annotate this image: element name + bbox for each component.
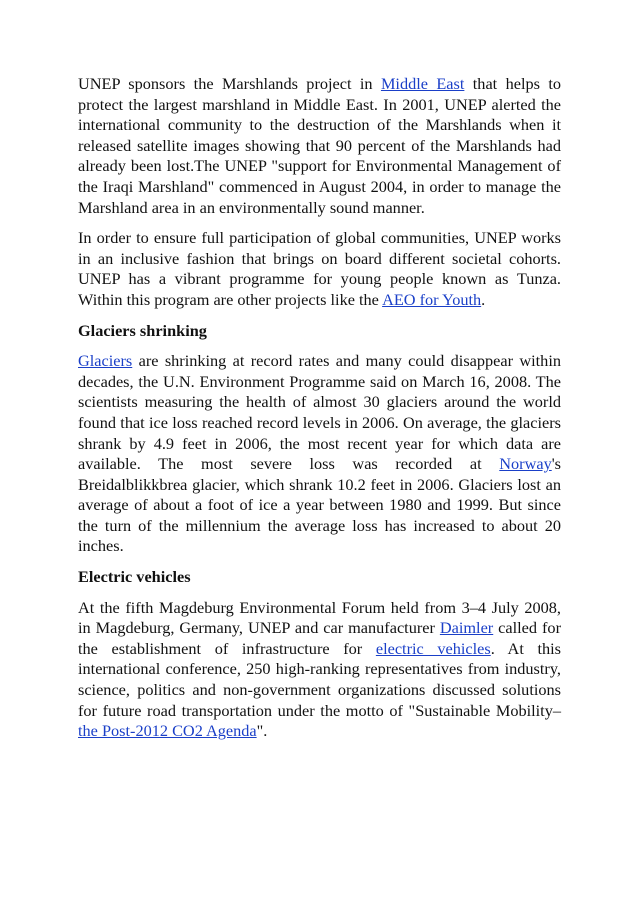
link-glaciers[interactable]: Glaciers <box>78 351 133 371</box>
text: that helps to protect the largest marshland in Middle East. In 2001, UNEP alerted the international community to the destruction of the Marshlands when it released satellite images showing that 90 percent of the Marshlands had already been lost.The UNEP "support for Environmental Management of the Iraqi Marshland" commenced in August 2004, in order to manage the Marshland area in an environmentally sound manner. <box>78 74 561 217</box>
paragraph-participation <box>78 228 561 310</box>
text: are shrinking at record rates and many could disappear within decades, the U.N. Environment Programme said on March 16, 2008. The scientists measuring the health of almost 30 glaciers around the world found that ice loss reached record levels in 2006. On average, the glaciers shrank by 4.9 feet in 2006, the most recent year for which data are available. The most severe loss was recorded at <box>78 351 561 474</box>
paragraph-electric <box>78 598 561 742</box>
text: ". <box>256 721 268 741</box>
heading-glaciers-shrinking: Glaciers shrinking <box>78 320 207 340</box>
link-daimler[interactable]: Daimler <box>439 618 494 638</box>
link-aeo-for-youth[interactable]: AEO for Youth <box>382 289 482 309</box>
text: In order to ensure full participation of global communities, UNEP works in an inclusive fashion that brings on board different societal cohorts. UNEP has a vibrant programme for young people known as Tunza. Within this program are other projects like the <box>78 228 561 309</box>
text: At the fifth Magdeburg Environmental Forum held from 3–4 July 2008, in Magdeburg, Germany, UNEP and car manufacturer <box>78 597 561 638</box>
text: . At this international conference, 250 high-ranking representatives from industry, science, politics and non-government organizations discussed solutions for future road transportation under the motto of "Sustainable Mobility– <box>78 638 562 720</box>
link-middle-east[interactable]: Middle East <box>380 74 465 93</box>
text: called for the establishment of infrastructure for <box>78 618 561 658</box>
text: UNEP sponsors the Marshlands project in <box>78 74 381 93</box>
paragraph-marshlands <box>78 74 561 218</box>
text: 's Breidalblikkbrea glacier, which shrank 10.2 feet in 2006. Glaciers lost an average of about a foot of ice a year between 1980 and 1999. But since the turn of the millennium the average loss has increased to about 20 inches. <box>78 454 561 556</box>
link-electric-vehicles[interactable]: electric vehicles <box>375 638 491 658</box>
heading-electric-vehicles: Electric vehicles <box>78 567 191 587</box>
link-norway[interactable]: Norway <box>499 454 552 474</box>
link-post-2012-co2-agenda[interactable]: the Post-2012 CO2 Agenda <box>78 721 257 741</box>
text: . <box>481 289 486 309</box>
paragraph-glaciers <box>78 351 561 557</box>
